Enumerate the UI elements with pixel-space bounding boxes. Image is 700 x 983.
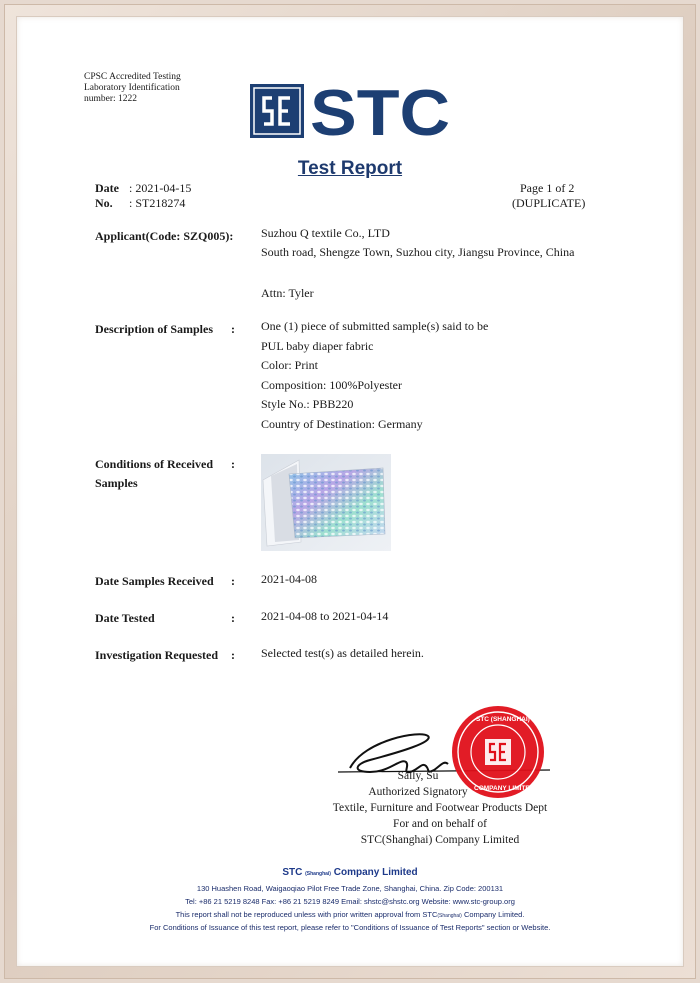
description-line: Style No.: PBB220: [261, 397, 354, 411]
no-label: No.: [95, 196, 113, 210]
date-received-value: 2021-04-08: [261, 572, 317, 586]
duplicate-mark: (DUPLICATE): [512, 196, 586, 210]
footer-company-rest: Company Limited: [333, 867, 418, 878]
logo-text: STC: [310, 84, 450, 138]
footer-notice-b: Company Limited.: [463, 910, 525, 919]
date-tested-label: Date Tested: [95, 611, 155, 625]
no-row: [95, 196, 113, 211]
description-line: One (1) piece of submitted sample(s) said to be: [261, 319, 489, 333]
applicant-attn: Attn: Tyler: [261, 286, 314, 300]
description-label: Description of Samples: [95, 322, 213, 336]
date-received-colon: :: [231, 574, 235, 588]
date-value: : 2021-04-15: [129, 181, 192, 195]
investigation-label: Investigation Requested: [95, 648, 219, 662]
footer-contact: Tel: +86 21 5219 8248 Fax: +86 21 5219 8249 Email: shstc@shstc.org Website: www.stc-group.org: [185, 897, 515, 906]
applicant-name: Suzhou Q textile Co., LTD: [261, 226, 390, 240]
description-lines: [261, 317, 488, 434]
signatory-behalf: For and on behalf of: [393, 818, 487, 830]
date-tested-value: 2021-04-08 to 2021-04-14: [261, 609, 389, 623]
svg-text:COMPANY LIMITED: COMPANY LIMITED: [474, 785, 535, 792]
signatory-company: STC(Shanghai) Company Limited: [360, 834, 520, 846]
investigation-value: Selected test(s) as detailed herein.: [261, 646, 424, 660]
description-line: Composition: 100%Polyester: [261, 377, 402, 392]
cpsc-line: Laboratory Identification: [84, 83, 180, 93]
date-row: [95, 181, 119, 196]
date-received-label: Date Samples Received: [95, 574, 214, 588]
signatory-name: Sally, Su: [397, 770, 439, 782]
cpsc-line: number: 1222: [84, 94, 138, 104]
footer-company-main: STC: [282, 867, 303, 878]
svg-text:STC (SHANGHAI): STC (SHANGHAI): [476, 716, 530, 723]
signatory-title: Authorized Signatory: [368, 786, 468, 798]
cpsc-accreditation: [84, 72, 234, 105]
footer-address: 130 Huashen Road, Waigaoqiao Pilot Free Trade Zone, Shanghai, China. Zip Code: 200131: [196, 884, 504, 893]
footer-notice: [0, 910, 700, 919]
applicant-address: South road, Shengze Town, Suzhou city, Jiangsu Province, China: [261, 245, 575, 259]
investigation-colon: :: [231, 648, 235, 662]
applicant-label: Applicant(Code: SZQ005):: [95, 229, 234, 243]
date-label: Date: [95, 181, 119, 195]
fabric-sample-image-icon: [261, 454, 391, 551]
conditions-colon: :: [231, 457, 235, 471]
cpsc-line: CPSC Accredited Testing: [84, 72, 181, 82]
sample-photo: [261, 454, 391, 551]
stc-logo-mark-icon: [250, 84, 452, 138]
date-tested-colon: :: [231, 611, 235, 625]
stc-logo: [250, 84, 452, 138]
report-title: Test Report: [297, 158, 403, 179]
description-line: Country of Destination: Germany: [261, 416, 423, 431]
description-line: PUL baby diaper fabric: [261, 338, 374, 353]
signatory-dept: Textile, Furniture and Footwear Products Dept: [332, 802, 548, 814]
report-number: : ST218274: [129, 196, 186, 210]
footer-notice-a: This report shall not be reproduced unless with prior written approval from STC: [175, 910, 438, 919]
description-line: Color: Print: [261, 358, 319, 372]
footer-company: [0, 867, 700, 878]
page-number: Page 1 of 2: [520, 181, 575, 195]
footer-notice-sub: (Shanghai): [437, 913, 462, 919]
conditions-label: Conditions of Received: [95, 457, 213, 471]
footer-conditions: For Conditions of Issuance of this test report, please refer to "Conditions of Issuance of Test Reports" section or Website.: [149, 923, 551, 932]
footer-company-sub: (Shanghai): [305, 871, 331, 877]
conditions-label-2: Samples: [95, 476, 138, 490]
description-colon: :: [231, 322, 235, 336]
